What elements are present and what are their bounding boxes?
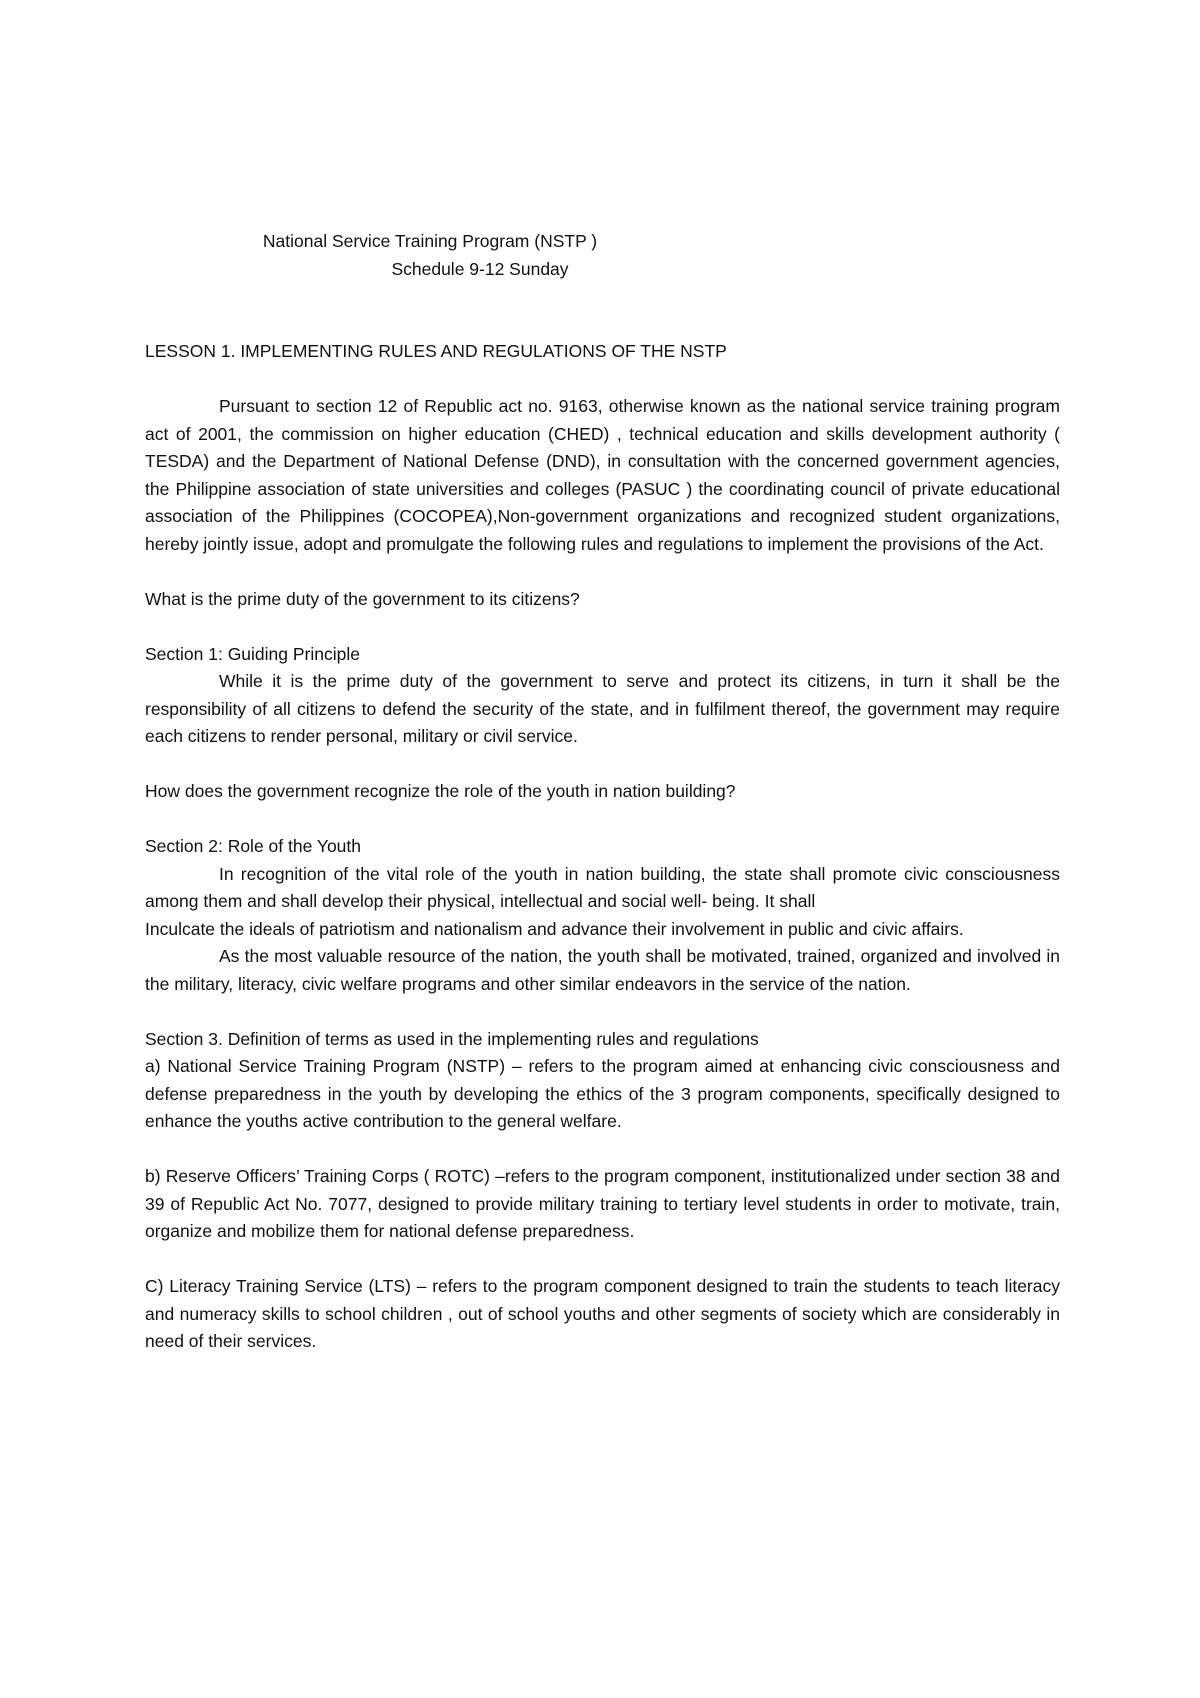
definition-c-lts: C) Literacy Training Service (LTS) – refers to the program component designed to train the students to teach literacy and numeracy skills to school children , out of school youths and other segments of society which are considerably in need of their services. [145,1276,1060,1351]
section-2-text-a: In recognition of the vital role of the youth in nation building, the state shall promote civic consciousness among them and shall develop their physical, intellectual and social well- being. It shall [145,863,1060,911]
definition-b-rotc: b) Reserve Officers’ Training Corps ( ROTC) –refers to the program component, institutionalized under section 38 and 39 of Republic Act No. 7077, designed to provide military training to tertiary level students in order to motivate, train, organize and mobilize them for national defense preparedness. [145,1166,1060,1241]
section-2-text-b: Inculcate the ideals of patriotism and nationalism and advance their involvement in public and civic affairs. [145,918,964,939]
lesson-heading: LESSON 1. IMPLEMENTING RULES AND REGULATIONS OF THE NSTP [145,341,727,361]
section-1-text: While it is the prime duty of the government to serve and protect its citizens, in turn it shall be the responsibility of all citizens to defend the security of the state, and in fulfilment thereof, the government may require each citizens to render personal, military or civil service. [145,671,1060,746]
schedule-line: Schedule 9-12 Sunday [391,258,569,279]
section-2-heading: Section 2: Role of the Youth [145,836,361,856]
question-youth-role: How does the government recognize the role of the youth in nation building? [145,781,736,801]
definition-a-nstp: a) National Service Training Program (NSTP) – refers to the program aimed at enhancing civic consciousness and defense preparedness in the youth by developing the ethics of the 3 program components, specifically designed to enhance the youths active contribution to the general welfare. [145,1056,1060,1131]
document-body [145,228,1060,1383]
section-3-heading: Section 3. Definition of terms as used in the implementing rules and regulations [145,1028,759,1049]
document-title: National Service Training Program (NSTP ) [262,231,598,251]
section-1-heading: Section 1: Guiding Principle [145,643,360,664]
question-prime-duty: What is the prime duty of the government to its citizens? [145,588,580,609]
intro-paragraph: Pursuant to section 12 of Republic act no. 9163, otherwise known as the national service training program act of 2001, the commission on higher education (CHED) , technical education and skills development authority ( TESDA) and the Department of National Defense (DND), in consultation with the concerned government agencies, the Philippine association of state universities and colleges (PASUC ) the coordinating council of private educational association of the Philippines (COCOPEA),Non-government organizations and recognized student organizations, hereby jointly issue, adopt and promulgate the following rules and regulations to implement the provisions of the Act. [145,396,1060,554]
title-block [145,228,715,283]
section-2-text-c: As the most valuable resource of the nation, the youth shall be motivated, trained, organized and involved in the military, literacy, civic welfare programs and other similar endeavors in the service of the nation. [145,946,1060,994]
